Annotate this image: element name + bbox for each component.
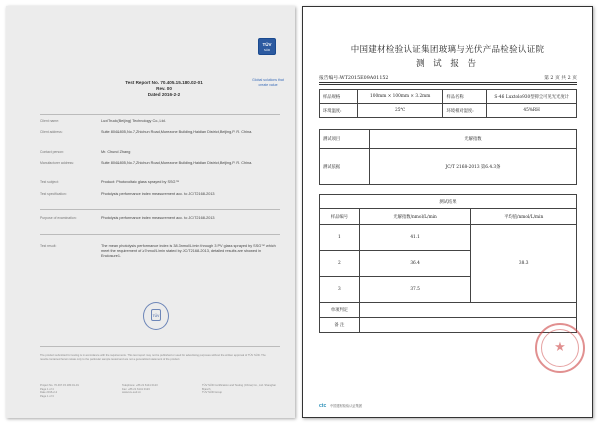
report-header [104, 80, 224, 99]
ctc-logo: ctc [319, 403, 327, 409]
report-rev: Rev. 00 [156, 86, 172, 92]
footer-text: 中国建材检验认证集团 [330, 404, 362, 408]
page-footer [319, 403, 362, 409]
table-row: 环境温度: 25℃ 环境相对湿度: 45%RH [320, 104, 577, 118]
table-row: 单项判定 [320, 303, 577, 318]
report-date: Dated 2016-2-2 [147, 92, 181, 98]
institute-title: 中国建材检验认证集团玻璃与光伏产品检验认证院 [350, 45, 545, 55]
star-icon: ★ [554, 339, 566, 354]
divider [40, 209, 280, 210]
divider [40, 346, 280, 347]
report-title: 测 试 报 告 [415, 59, 480, 69]
results-title: 测试结果 [320, 195, 577, 209]
table-row: 样品编号 光解指数/nmol/L/min 平均值/nmol/L/min [320, 209, 577, 225]
table-row: 备 注 [320, 318, 577, 333]
table-row: 样品规格 100mm × 100mm × 3.2mm 样品名称 S-46 Luxtolo930型抑尘可见光光度计 [320, 90, 577, 104]
footer-note: The product submitted for testing is in accordance with the requirements. This test report may not be published or used for advertising purposes without the written approval of TÜV SÜD. The results contained herein relate only to the particular sample tested and are not a generalized statement of the product. [40, 354, 266, 361]
table-row: 2 36.4 [320, 251, 577, 277]
tuv-stamp: TÜV [143, 302, 169, 330]
footer-col-3: TÜV SÜD Certification and Testing (China) Co., Ltd. Shanghai Branch TÜV SÜD Group [202, 384, 276, 395]
table-row: 测试依据 JC/T 2168-2013 第6.4.3条 [320, 149, 577, 185]
footer-col-2: Telephone: +86 21 6141 0123 Fax: +86 21 6141 0123 www.tuv-sud.cn [122, 384, 158, 395]
header-rule [319, 84, 577, 85]
divider [40, 234, 280, 235]
table-row [320, 195, 577, 209]
sample-info-table [319, 89, 577, 118]
report-number: 报告编号:WT2015E09A01152 [319, 76, 389, 81]
average-value: 38.3 [471, 225, 577, 303]
official-seal [535, 323, 585, 373]
footer-col-1: Project No. 70.467.15.180.01-01 Page 1 of 4 Date 2016-2-2 Page 1 of 3 [40, 384, 79, 398]
test-results-table [319, 194, 577, 333]
report-number: Test Report No. 70.405.15.180.02-01 [125, 80, 203, 85]
ctc-report-page [302, 6, 593, 418]
table-row: 测试项目 光解指数 [320, 130, 577, 149]
test-item-table [319, 129, 577, 185]
page-number: 第 2 页 共 2 页 [544, 76, 577, 81]
table-row: 1 41.1 38.3 [320, 225, 577, 251]
tuv-logo: TÜV SÜD [258, 38, 276, 55]
logo-tagline: Global solutions that create value [252, 78, 284, 87]
table-row: 3 37.5 [320, 277, 577, 303]
divider [40, 114, 280, 115]
tuv-report-page: TÜV SÜD Global solutions that create value Test Report No. 70.405.15.180.02-01 Rev. 00 Dated 2016-2-2 Client name: LuxiTruck(Beijing) Technology Co.,Ltd. Client address: Suite 804&805,No.7,Zhichun Road,Murezone Building,Haidian District,Beijing,P. R. China. Contact person: Mr. Chund Zhang Manufacturer address: Suite 804&805,No.7,Zhichun Road,Murezone Building,Haidian District,Beijing,P. R. China. Test subject: Product: Photovoltaic glass sprayed by SSG™ Test specification: Photolysis performance index measurement acc. to JC/T2168-2013 Purpose of examination: Photolysis performance index measurement acc. to JC/T2168-2013 Test result: The mean photolysis performance index is 38.3nmol/L/min through 3 PV glass sprayed by SSG™ which meet the requirement of ≥7nmol/L/min stated by JC/T2168-2013, detailed results are showed in Enclosure1. TÜV The product submitted for testing is in accordance with the requirements. This test report may not be published or used for advertising purposes without the written approval of TÜV SÜD. The results contained herein relate only to the particular sample tested and are not a generalized statement of the product. Project No. 70.467.15.180.01-01 Page 1 of 4 Date 2016-2-2 Page 1 of 3 Telephone: +86 21 6141 0123 Fax: +86 21 6141 0123 www.tuv-sud.cn TÜV SÜD Certification and Testing (China) Co., Ltd. Shanghai Branch TÜV SÜD Group [6, 6, 295, 418]
